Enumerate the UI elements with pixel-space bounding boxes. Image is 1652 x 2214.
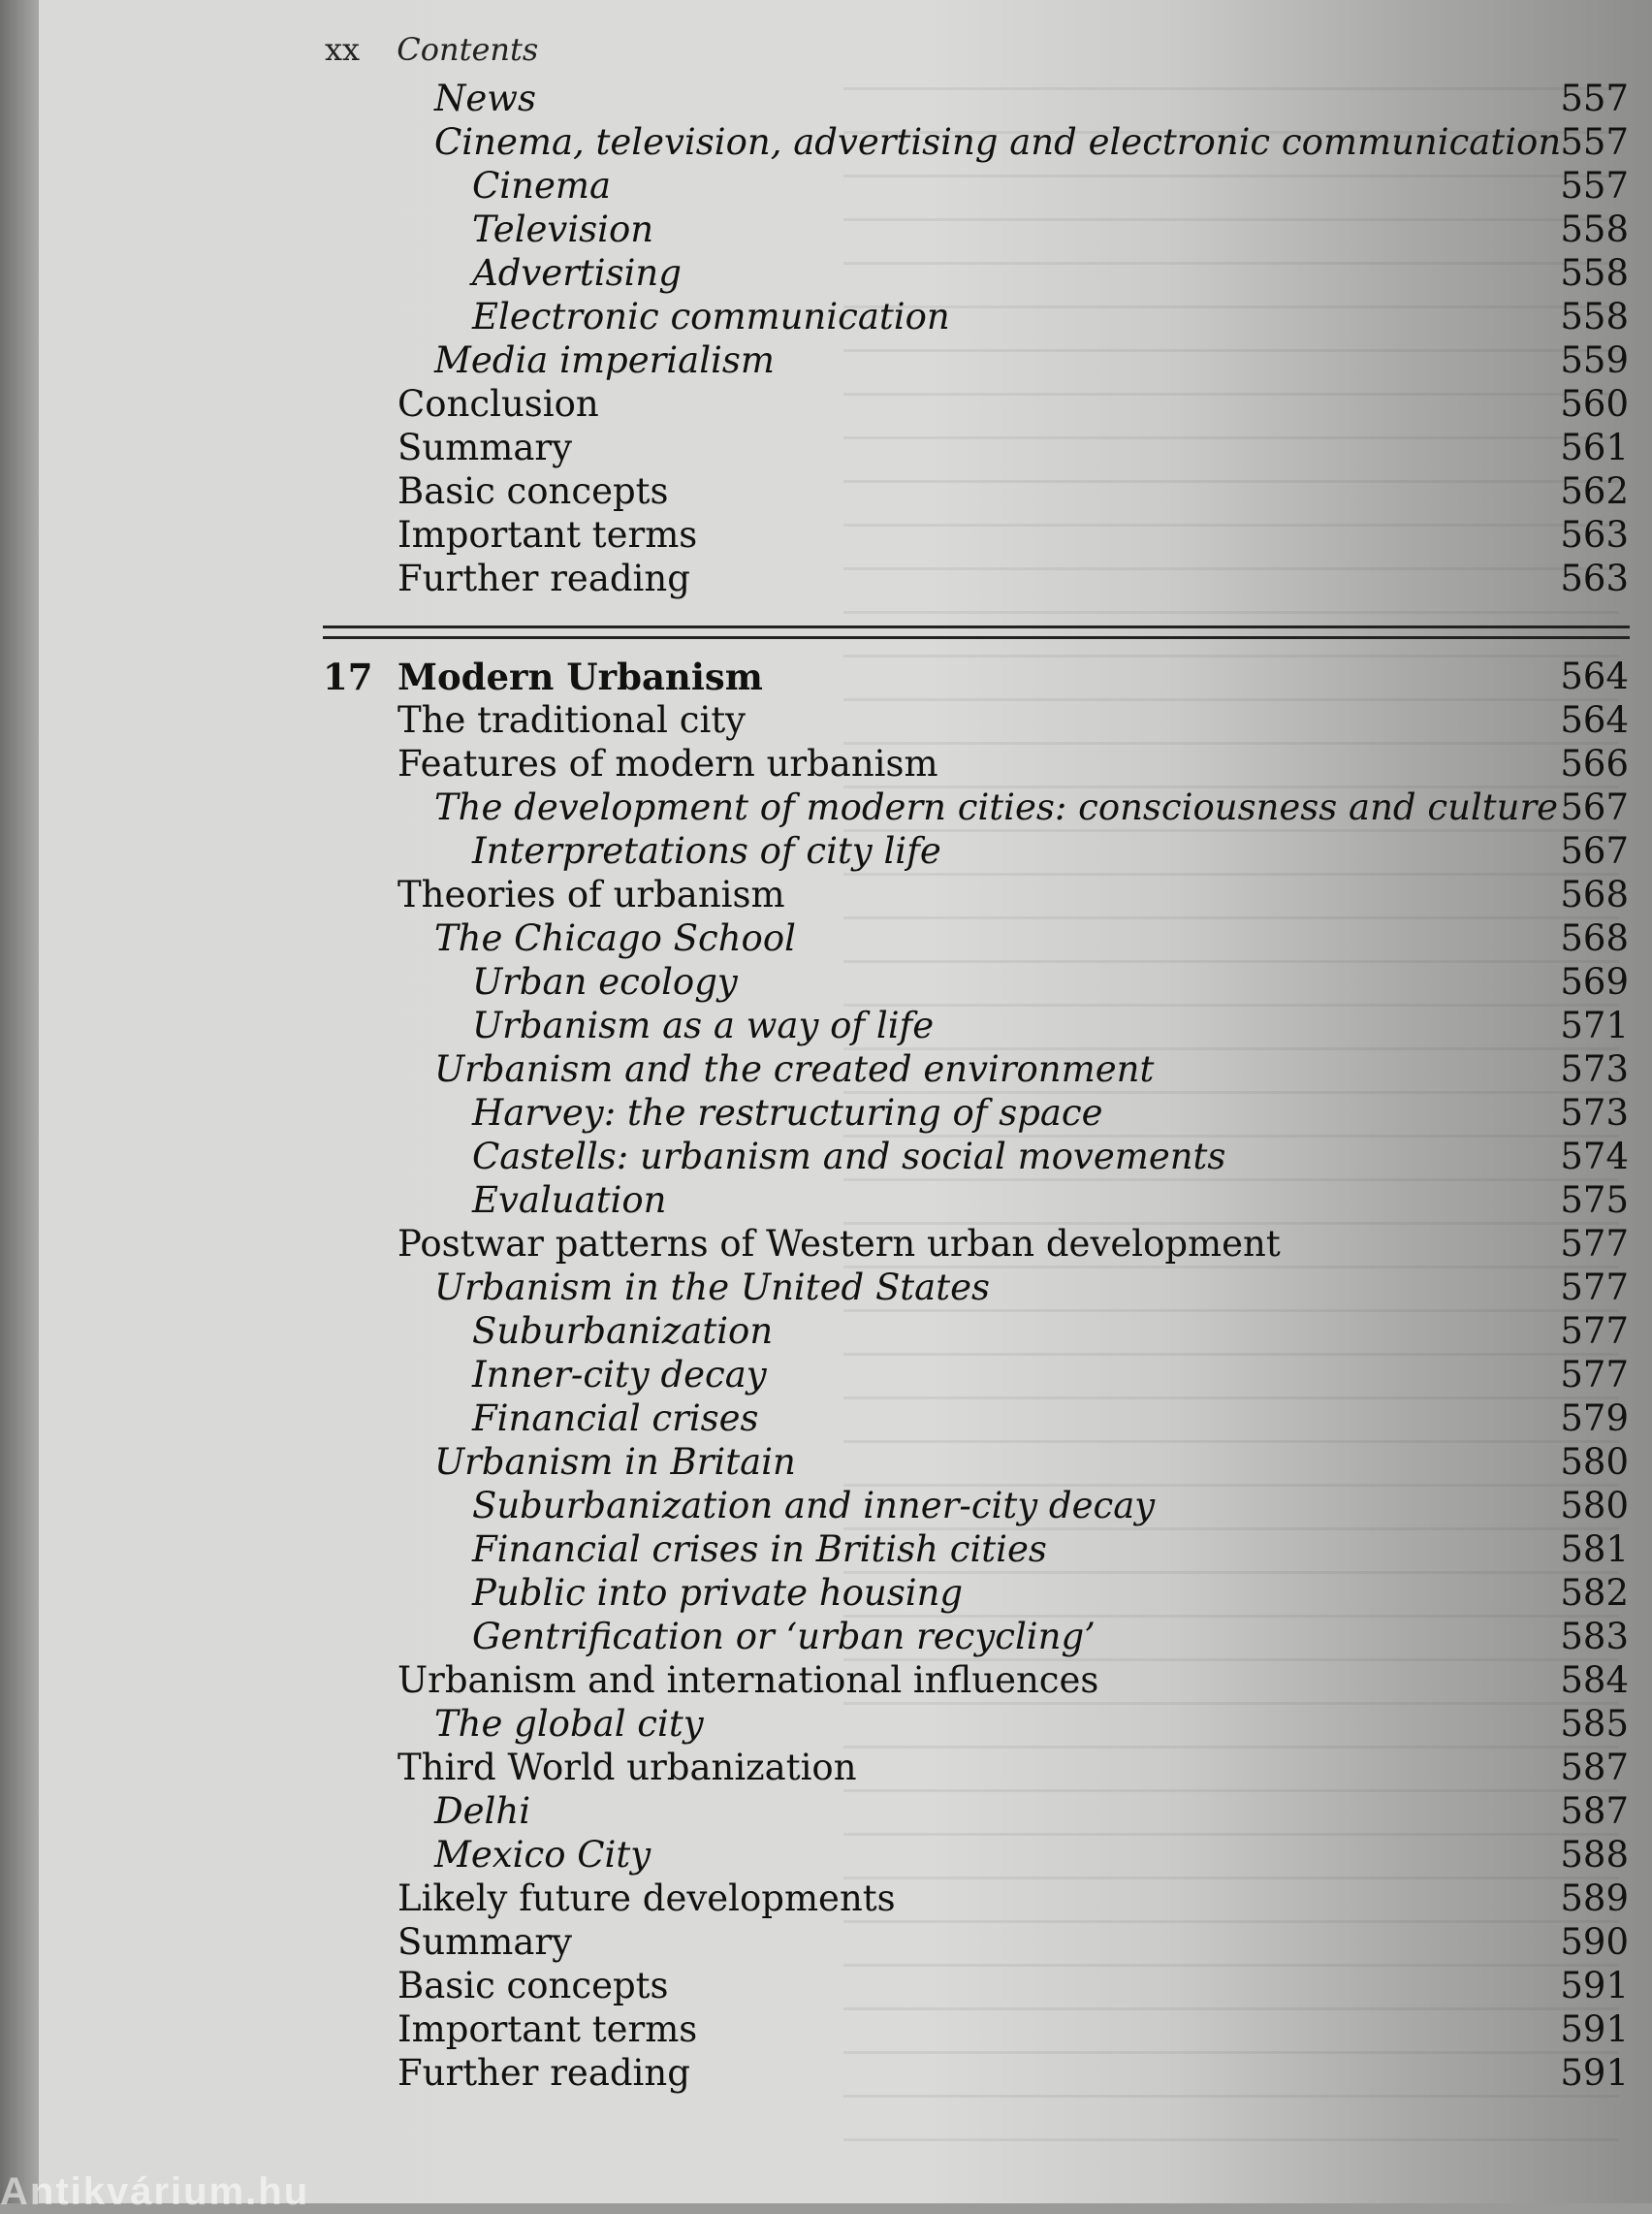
toc-entry: Financial crises: [472, 1397, 759, 1439]
toc-entry: The traditional city: [397, 699, 747, 741]
toc-page-number: 559: [1560, 339, 1629, 381]
toc-page-number: 575: [1560, 1179, 1629, 1221]
toc-page-number: 567: [1560, 830, 1629, 872]
toc-page-number: 591: [1560, 1965, 1629, 2006]
toc-page-number: 567: [1560, 786, 1629, 828]
toc-entry: Delhi: [434, 1790, 531, 1832]
toc-page-number: 587: [1560, 1747, 1629, 1788]
chapter-title: Modern Urbanism: [397, 656, 763, 698]
section-divider-rule: [323, 636, 1630, 639]
toc-page-number: 587: [1560, 1790, 1629, 1832]
toc-page-number: 558: [1560, 252, 1629, 294]
toc-page-number: 557: [1560, 165, 1629, 207]
toc-page-number: 577: [1560, 1223, 1629, 1265]
toc-entry: Suburbanization: [472, 1310, 774, 1352]
toc-page-number: 564: [1560, 699, 1629, 741]
page-folio: xx: [325, 31, 361, 68]
toc-entry: Evaluation: [472, 1179, 667, 1221]
toc-entry: Suburbanization and inner-city decay: [472, 1485, 1156, 1526]
toc-page-number: 563: [1560, 558, 1629, 599]
toc-entry: Urbanism in Britain: [434, 1441, 796, 1483]
toc-page-number: 583: [1560, 1616, 1629, 1657]
toc-entry: Important terms: [397, 2008, 698, 2050]
toc-entry: Cinema: [472, 165, 612, 207]
toc-page-number: 561: [1560, 427, 1629, 468]
toc-page-number: 589: [1560, 1877, 1629, 1919]
contents-page: [39, 0, 1652, 2203]
toc-page-number: 558: [1560, 209, 1629, 250]
toc-entry: The development of modern cities: consciousness and culture: [434, 786, 1559, 828]
toc-entry: Further reading: [397, 558, 690, 599]
toc-entry: Postwar patterns of Western urban development: [397, 1223, 1281, 1265]
toc-entry: Summary: [397, 1921, 572, 1963]
book-gutter-edge: [0, 0, 39, 2203]
toc-entry: Inner-city decay: [472, 1354, 767, 1396]
toc-entry: Further reading: [397, 2052, 690, 2094]
toc-page-number: 568: [1560, 874, 1629, 915]
toc-entry: Basic concepts: [397, 1965, 669, 2006]
toc-entry: Public into private housing: [472, 1572, 964, 1614]
toc-page-number: 564: [1560, 656, 1629, 697]
toc-entry: Television: [472, 209, 654, 250]
toc-page-number: 591: [1560, 2052, 1629, 2094]
toc-page-number: 574: [1560, 1136, 1629, 1177]
toc-entry: Cinema, television, advertising and electronic communication: [434, 121, 1562, 163]
toc-entry: Features of modern urbanism: [397, 743, 938, 785]
toc-entry: Important terms: [397, 514, 698, 556]
toc-entry: Electronic communication: [472, 296, 950, 337]
toc-entry: Advertising: [472, 252, 682, 294]
toc-entry: Harvey: the restructuring of space: [472, 1092, 1103, 1134]
toc-entry: The Chicago School: [434, 917, 796, 959]
toc-entry: Mexico City: [434, 1834, 651, 1876]
toc-entry: Urbanism and the created environment: [434, 1048, 1155, 1090]
toc-entry: Media imperialism: [434, 339, 775, 381]
toc-entry: Urban ecology: [472, 961, 738, 1003]
toc-page-number: 573: [1560, 1048, 1629, 1090]
running-title: Contents: [397, 31, 539, 68]
chapter-number: 17: [323, 656, 373, 698]
toc-page-number: 591: [1560, 2008, 1629, 2050]
toc-entry: Financial crises in British cities: [472, 1528, 1047, 1570]
table-of-contents: [39, 0, 1652, 2203]
toc-entry: Gentrification or ‘urban recycling’: [472, 1616, 1096, 1657]
toc-page-number: 582: [1560, 1572, 1629, 1614]
toc-page-number: 590: [1560, 1921, 1629, 1963]
toc-page-number: 558: [1560, 296, 1629, 337]
toc-entry: Basic concepts: [397, 470, 669, 512]
toc-page-number: 584: [1560, 1659, 1629, 1701]
toc-page-number: 568: [1560, 917, 1629, 959]
toc-entry: Urbanism in the United States: [434, 1267, 990, 1308]
toc-entry: News: [434, 78, 536, 119]
toc-entry: Theories of urbanism: [397, 874, 785, 915]
toc-entry: Interpretations of city life: [472, 830, 941, 872]
toc-page-number: 577: [1560, 1310, 1629, 1352]
toc-page-number: 580: [1560, 1441, 1629, 1483]
toc-page-number: 579: [1560, 1397, 1629, 1439]
toc-page-number: 585: [1560, 1703, 1629, 1745]
toc-entry: Summary: [397, 427, 572, 468]
toc-page-number: 573: [1560, 1092, 1629, 1134]
toc-page-number: 563: [1560, 514, 1629, 556]
toc-page-number: 566: [1560, 743, 1629, 785]
toc-page-number: 562: [1560, 470, 1629, 512]
toc-page-number: 557: [1560, 78, 1629, 119]
toc-entry: Castells: urbanism and social movements: [472, 1136, 1226, 1177]
toc-page-number: 580: [1560, 1485, 1629, 1526]
section-divider-rule: [323, 626, 1630, 628]
toc-entry: Conclusion: [397, 383, 599, 425]
toc-entry: Likely future developments: [397, 1877, 896, 1919]
watermark-text: Antikvárium.hu: [0, 2170, 310, 2213]
toc-page-number: 577: [1560, 1354, 1629, 1396]
toc-page-number: 581: [1560, 1528, 1629, 1570]
toc-page-number: 569: [1560, 961, 1629, 1003]
toc-page-number: 588: [1560, 1834, 1629, 1876]
toc-entry: Urbanism and international influences: [397, 1659, 1099, 1701]
toc-entry: The global city: [434, 1703, 704, 1745]
toc-entry: Third World urbanization: [397, 1747, 857, 1788]
toc-page-number: 571: [1560, 1005, 1629, 1046]
toc-page-number: 557: [1560, 121, 1629, 163]
toc-entry: Urbanism as a way of life: [472, 1005, 935, 1046]
toc-page-number: 577: [1560, 1267, 1629, 1308]
toc-page-number: 560: [1560, 383, 1629, 425]
